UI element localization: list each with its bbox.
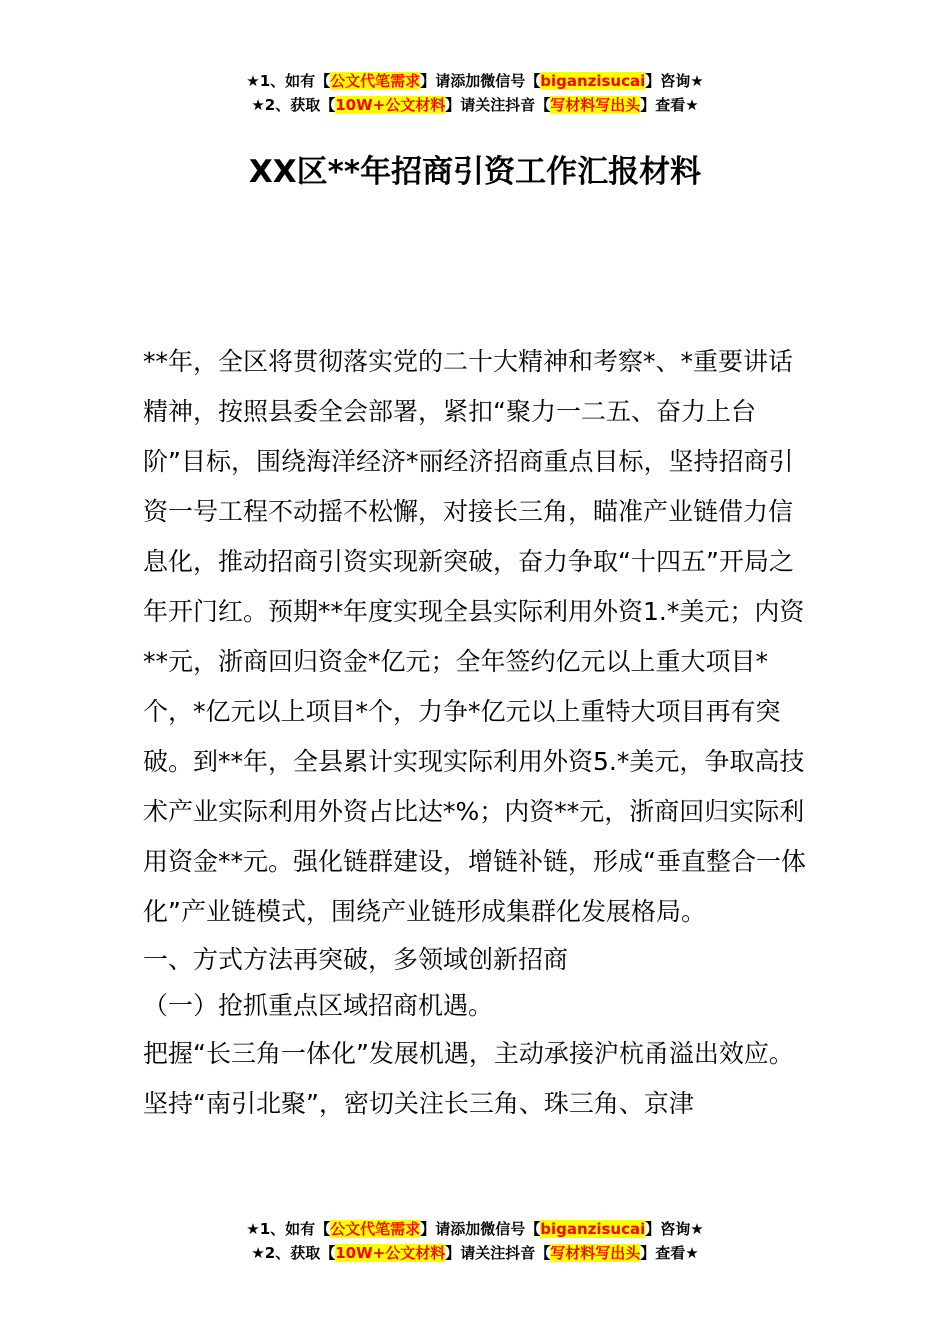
footer-promo-line-2 [0,1241,950,1265]
promo-highlight-douyin-id: 写材料写出头 [550,1244,641,1262]
body-paragraph: 把握“长三角一体化”发展机遇，主动承接沪杭甬溢出效应。坚持“南引北聚”，密切关注长三角、珠三角、京津 [143,1039,794,1118]
header-promo-banner [0,69,950,117]
promo-highlight-wechat-id: biganzisucai [540,72,646,90]
promo-text: ★1、如有【 [246,72,331,90]
section-heading: 一、方式方法再突破，多领域创新招商 [143,945,569,974]
promo-highlight-wechat-id: biganzisucai [540,1220,646,1238]
document-title: XX区**年招商引资工作汇报材料 [248,154,702,190]
promo-highlight: 公文代笔需求 [330,72,421,90]
promo-text: 】请关注抖音【 [445,96,551,114]
promo-text: 】查看★ [640,96,699,114]
promo-text: ★2、获取【 [251,96,336,114]
promo-highlight-douyin-id: 写材料写出头 [550,96,641,114]
body-paragraph: **年，全区将贯彻落实党的二十大精神和考察*、*重要讲话精神，按照县委全会部署，紧扣“聚力一二五、奋力上台阶”目标，围绕海洋经济*丽经济招商重点目标，坚持招商引资一号工程不动摇不松懈，对接长三角，瞄准产业链借力信息化，推动招商引资实现新突破，奋力争取“十四五”开局之年开门红。预期**年度实现全县实际利用外资1.*美元；内资**元，浙商回归资金*亿元；全年签约亿元以上重大项目*个，*亿元以上项目*个，力争*亿元以上重特大项目再有突破。到**年，全县累计实现实际利用外资5.*美元，争取高技术产业实际利用外资占比达*%；内资**元，浙商回归实际利用资金**元。强化链群建设，增链补链，形成“垂直整合一体化”产业链模式，围绕产业链形成集群化发展格局。 [143,347,806,926]
promo-highlight: 10W+公文材料 [335,96,446,114]
promo-text: 】请关注抖音【 [445,1244,551,1262]
promo-text: 】咨询★ [645,72,704,90]
promo-text: ★2、获取【 [251,1244,336,1262]
document-body [143,337,813,1129]
promo-text: 】查看★ [640,1244,699,1262]
promo-text: 】请添加微信号【 [420,1220,541,1238]
promo-text: 】咨询★ [645,1220,704,1238]
promo-highlight: 10W+公文材料 [335,1244,446,1262]
header-promo-line-1 [0,69,950,93]
subsection-heading: （一）抢抓重点区域招商机遇。 [143,991,494,1020]
footer-promo-line-1 [0,1217,950,1241]
header-promo-line-2 [0,93,950,117]
promo-text: ★1、如有【 [246,1220,331,1238]
promo-text: 】请添加微信号【 [420,72,541,90]
footer-promo-banner [0,1217,950,1265]
promo-highlight: 公文代笔需求 [330,1220,421,1238]
